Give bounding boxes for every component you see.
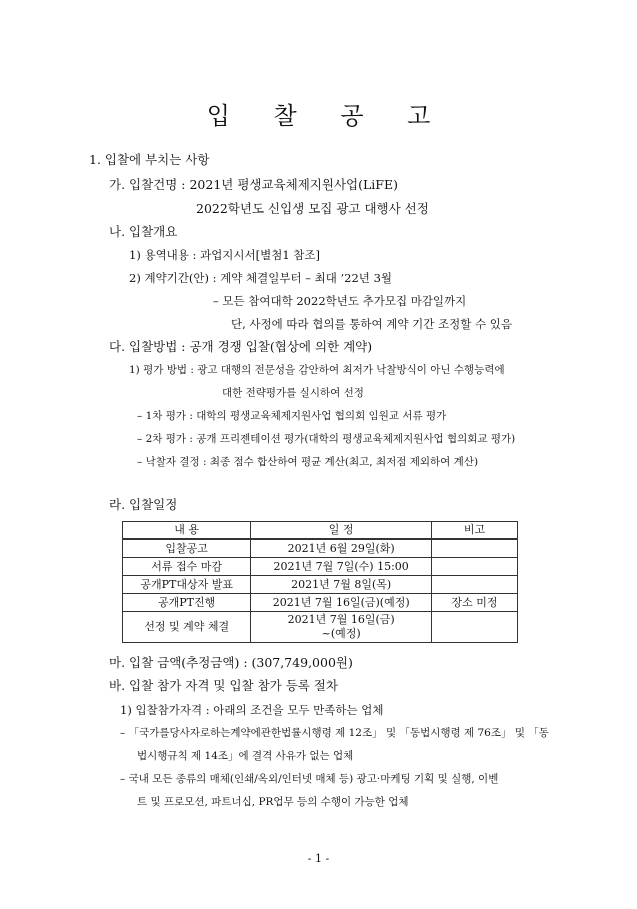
eligibility-bullet-2-line-2: 트 및 프로모션, 파트너십, PR업무 등의 수행이 가능한 업체 bbox=[137, 796, 409, 808]
page-number: - 1 - bbox=[307, 852, 330, 865]
table-row bbox=[123, 594, 518, 612]
service-content-line: 1) 용역내용 : 과업지시서[별첨1 참조] bbox=[129, 248, 321, 262]
section-1-heading: 1. 입찰에 부치는 사항 bbox=[89, 152, 210, 167]
row-item: 공개PT대상자 발표 bbox=[123, 576, 251, 594]
eligibility-bullet-2: – 국내 모든 종류의 매체(인쇄/옥외/인터넷 매체 등) 광고·마케팅 기획 및 실행, 이벤 bbox=[120, 773, 499, 785]
row-note bbox=[432, 539, 518, 558]
contract-period-line-2: – 모든 참여대학 2022학년도 추가모집 마감일까지 bbox=[213, 294, 467, 308]
eligibility-bullet-1: – 「국가를당사자로하는계약에관한법률시행령 제 12조」 및 「동법시행령 제 76조」 및 「동 bbox=[120, 727, 549, 739]
row-note: 장소 미정 bbox=[432, 594, 518, 612]
winner-decision-line: – 낙찰자 결정 : 최종 점수 합산하여 평균 계산(최고, 최저점 제외하여 계산) bbox=[137, 456, 479, 468]
row-date-cell bbox=[251, 612, 432, 643]
bid-overview-heading: 나. 입찰개요 bbox=[109, 224, 178, 239]
row-date-suffix: ~(예정) bbox=[321, 627, 361, 640]
table-row bbox=[123, 558, 518, 576]
bid-name-line-2: 2022학년도 신입생 모집 광고 대행사 선정 bbox=[196, 201, 429, 216]
row-date: 2021년 7월 16일(금)(예정) bbox=[251, 594, 432, 612]
bid-name-line: 가. 입찰건명 : 2021년 평생교육체제지원사업(LiFE) bbox=[109, 177, 398, 192]
first-evaluation-line: – 1차 평가 : 대학의 평생교육체제지원사업 협의회 임원교 서류 평가 bbox=[137, 410, 447, 422]
schedule-table bbox=[122, 521, 518, 643]
row-note bbox=[432, 612, 518, 643]
table-row bbox=[123, 576, 518, 594]
row-date: 2021년 6월 29일(화) bbox=[251, 539, 432, 558]
contract-period-line-3: 단, 사정에 따라 협의를 통하여 계약 기간 조정할 수 있음 bbox=[231, 317, 512, 331]
second-evaluation-line: – 2차 평가 : 공개 프리젠테이션 평가(대학의 평생교육체제지원사업 협의회교 평가) bbox=[137, 433, 516, 445]
row-item: 공개PT진행 bbox=[123, 594, 251, 612]
table-row bbox=[123, 539, 518, 558]
row-item: 서류 접수 마감 bbox=[123, 558, 251, 576]
row-date: 2021년 7월 7일(수) 15:00 bbox=[251, 558, 432, 576]
document-title: 입 찰 공 고 bbox=[206, 102, 449, 130]
row-date: 2021년 7월 8일(목) bbox=[251, 576, 432, 594]
header-note: 비고 bbox=[432, 522, 518, 540]
eligibility-bullet-1-line-2: 법시행규칙 제 14조」에 결격 사유가 없는 업체 bbox=[137, 750, 354, 762]
header-schedule: 일 정 bbox=[251, 522, 432, 540]
evaluation-method-line: 1) 평가 방법 : 광고 대행의 전문성을 감안하여 최저가 낙찰방식이 아닌 수행능력에 bbox=[129, 364, 505, 376]
schedule-heading: 라. 입찰일정 bbox=[109, 497, 178, 512]
bid-amount-line: 마. 입찰 금액(추정금액) : (307,749,000원) bbox=[109, 655, 353, 670]
contract-period-line: 2) 계약기간(안) : 계약 체결일부터 – 최대 ’22년 3월 bbox=[129, 271, 392, 285]
row-item: 입찰공고 bbox=[123, 539, 251, 558]
eligibility-item-line: 1) 입찰참가자격 : 아래의 조건을 모두 만족하는 업체 bbox=[120, 703, 384, 717]
schedule-table-header bbox=[123, 522, 518, 540]
eligibility-heading: 바. 입찰 참가 자격 및 입찰 참가 등록 절차 bbox=[109, 678, 338, 693]
row-note bbox=[432, 558, 518, 576]
evaluation-method-line-2: 대한 전략평가를 실시하여 선정 bbox=[222, 387, 364, 399]
row-note bbox=[432, 576, 518, 594]
row-date: 2021년 7월 16일(금) bbox=[287, 613, 395, 626]
bid-method-heading: 다. 입찰방법 : 공개 경쟁 입찰(협상에 의한 계약) bbox=[109, 339, 373, 354]
table-row bbox=[123, 612, 518, 643]
row-item: 선정 및 계약 체결 bbox=[123, 612, 251, 643]
header-content: 내 용 bbox=[123, 522, 251, 540]
